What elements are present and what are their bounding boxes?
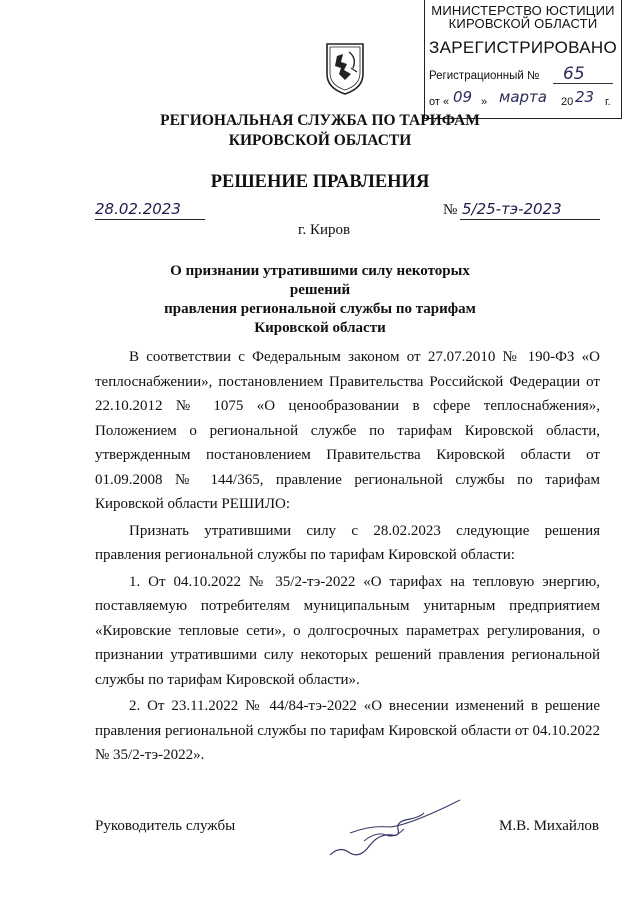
decision-body — [95, 345, 600, 768]
org-name-line2: КИРОВСКОЙ ОБЛАСТИ — [228, 132, 412, 149]
stamp-date-mid: » — [481, 96, 488, 108]
stamp-reg-number-label: Регистрационный № — [429, 70, 540, 82]
paragraph-resolution: Признать утратившими силу с 28.02.2023 следующие решения правления региональной службы по тарифам Кировской области: — [95, 522, 600, 563]
decision-date: 28.02.2023 — [95, 200, 181, 218]
signatory-position: Руководитель службы — [95, 818, 236, 834]
decision-subject — [140, 262, 500, 338]
org-name-line1: РЕГИОНАЛЬНАЯ СЛУЖБА ПО ТАРИФАМ — [160, 112, 480, 129]
stamp-registered-label: ЗАРЕГИСТРИРОВАНО — [429, 38, 617, 57]
subject-line2: правления региональной службы по тарифам — [164, 301, 476, 317]
stamp-date-month: марта — [499, 88, 547, 106]
stamp-region-line: КИРОВСКОЙ ОБЛАСТИ — [448, 16, 598, 31]
city: г. Киров — [298, 222, 351, 238]
stamp-ministry-line: МИНИСТЕРСТВО ЮСТИЦИИ — [431, 3, 615, 18]
subject-line3: Кировской области — [254, 320, 386, 336]
stamp-date-prefix: от « — [429, 96, 450, 108]
paragraph-item-2: 2. От 23.11.2022 № 44/84-тэ-2022 «О внесении изменений в решение правления региональной службы по тарифам Кировской области от 04.10.2022 № 35/2-тэ-2022». — [95, 698, 600, 763]
paragraph-item-1: 1. От 04.10.2022 № 35/2-тэ-2022 «О тарифах на тепловую энергию, поставляемую потребителям муниципальным унитарным предприятием «Кировские тепловые сети», о долгосрочных параметрах регулирования, о признании утратившими силу некоторых решений правления региональной службы по тарифам Кировской области». — [95, 573, 600, 688]
stamp-reg-number-underline — [553, 83, 613, 84]
decision-number-underline — [460, 219, 600, 220]
registration-stamp — [424, 0, 622, 119]
subject-line1: О признании утратившими силу некоторых решений — [170, 263, 470, 298]
stamp-date-day: 09 — [453, 88, 473, 106]
stamp-reg-number: 65 — [563, 64, 585, 84]
document-title: РЕШЕНИЕ ПРАВЛЕНИЯ — [210, 172, 430, 192]
kirov-coat-of-arms-icon — [323, 40, 367, 96]
paragraph-preamble: В соответствии с Федеральным законом от 27.07.2010 № 190-ФЗ «О теплоснабжении», постановлением Правительства Российской Федерации от 22.10.2012 № 1075 «О ценообразовании в сфере теплоснабжения», Положением о региональной службе по тарифам Кировской области, утвержденным постановлением Правительства Кировской области от 01.09.2008 № 144/365, правление региональной службы по тарифам Кировской области РЕШИЛО: — [95, 349, 600, 512]
handwritten-signature — [320, 795, 470, 865]
decision-date-underline — [95, 219, 205, 220]
stamp-date-year-prefix: 20 — [561, 96, 574, 108]
decision-number: 5/25-тэ-2023 — [462, 200, 562, 218]
stamp-date-suffix: г. — [605, 96, 611, 108]
decision-number-label: № — [443, 202, 458, 218]
signatory-name: М.В. Михайлов — [499, 818, 600, 834]
stamp-reg-number-row — [429, 64, 585, 84]
stamp-date-year: 23 — [575, 88, 595, 106]
